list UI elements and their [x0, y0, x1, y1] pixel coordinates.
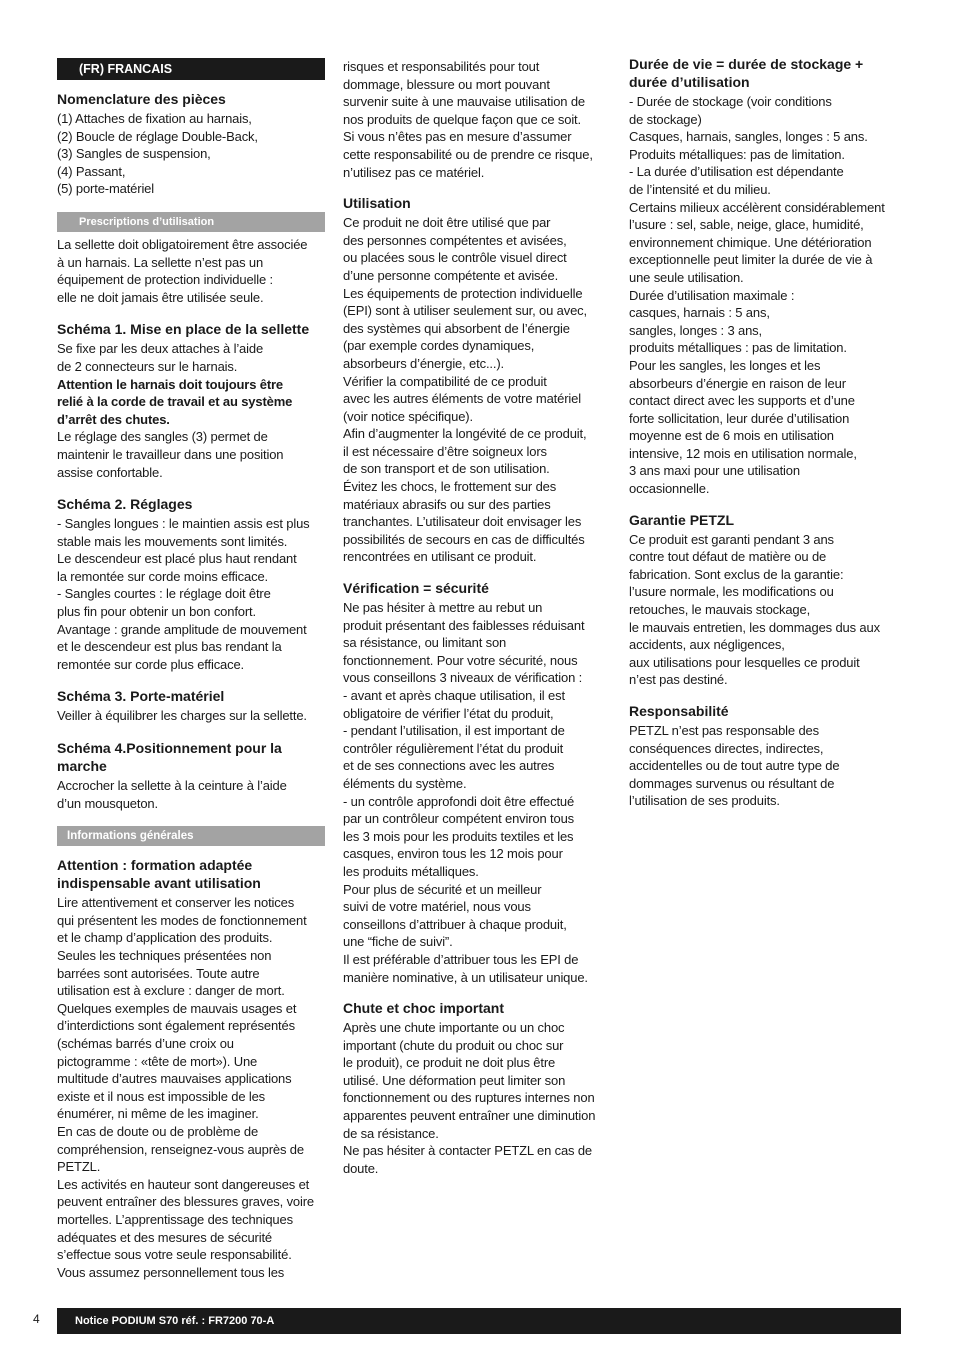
info-header: Informations générales [57, 826, 325, 846]
section-text: Accrocher la sellette à la ceinture à l’aide d’un mousqueton. [57, 778, 287, 811]
section-title: Schéma 4.Positionnement pour la marche [57, 740, 282, 775]
section-title: Chute et choc important [343, 1000, 505, 1017]
section-text: La sellette doit obligatoirement être associée à un harnais. La sellette n’est pas un équipement de protection individuelle : elle ne doit jamais être utilisée seule. [57, 236, 308, 305]
section-nomenclature [57, 90, 325, 198]
section-text: (1) Attaches de fixation au harnais, (2) Boucle de réglage Double-Back, (3) Sangles de suspension, (4) Passant, (5) porte-matériel [57, 111, 258, 197]
section-text: - Sangles longues : le maintien assis est plus stable mais les mouvements sont limités. Le descendeur est placé plus haut rendant la remontée sur corde moins efficace. - Sangles courtes : le réglage doit être plus fin pour obtenir un bon confort. Avantage : grande amplitude de mouvement et le descendeur est plus bas rendant la remontée sur corde plus efficace. [57, 516, 310, 672]
section-title: Schéma 3. Porte-matériel [57, 688, 225, 705]
section-schema-4 [57, 739, 325, 812]
section-text: Ce produit est garanti pendant 3 ans contre tout défaut de matière ou de fabrication. Sont exclus de la garantie: l’usure normale, les modifications ou retouches, le mauvais stockage, le mauvais entretien, les dommages dus aux accidents, aux négligences, aux utilisations pour lesquelles ce produit n’est pas destiné. [629, 531, 880, 688]
section-title: Garantie PETZL [629, 511, 735, 528]
section-text: PETZL n’est pas responsable des conséquences directes, indirectes, accidentelles ou de tout autre type de dommages survenus ou résultant de l’utilisation de ses produits. [629, 723, 840, 809]
section-text: Le réglage des sangles (3) permet de maintenir le travailleur dans une position assise confortable. [57, 429, 284, 480]
section-schema-2 [57, 495, 325, 673]
section-title: Nomenclature des pièces [57, 91, 226, 107]
section-text: Veiller à équilibrer les charges sur la sellette. [57, 708, 307, 724]
section-title: Schéma 2. Réglages [57, 496, 193, 513]
section-continued [343, 58, 611, 181]
section-title: Vérification = sécurité [343, 580, 489, 597]
page-number: 4 [33, 1312, 40, 1326]
column-2 [343, 58, 611, 1190]
section-text: risques et responsabilités pour tout dommage, blessure ou mort pouvant survenir suite à une mauvaise utilisation de nos produits de quelque façon que ce soit. Si vous n’êtes pas en mesure d’assumer cette responsabilité ou de prendre ce risque, n’utilisez pas ce matériel. [343, 59, 593, 180]
section-title: Durée de vie = durée de stockage + durée d’utilisation [629, 56, 864, 90]
warning-text: Attention le harnais doit toujours être relié à la corde de travail et au système d’arrêt des chutes. [57, 376, 293, 427]
section-title: Schéma 1. Mise en place de la sellette [57, 321, 310, 338]
section-schema-1 [57, 320, 325, 481]
section-verification [343, 579, 611, 986]
section-schema-3 [57, 687, 325, 725]
section-duree [629, 55, 901, 498]
section-text: Se fixe par les deux attaches à l’aide de 2 connecteurs sur le harnais. [57, 341, 264, 374]
column-3 [629, 55, 901, 823]
prescriptions-header: Prescriptions d’utilisation [57, 212, 325, 232]
section-text: Ce produit ne doit être utilisé que par des personnes compétentes et avisées, ou placées sous le contrôle visuel direct d’une personne compétente et avisée. Les équipements de protection individuelle (EPI) sont à utiliser seulement sur, ou avec, des systèmes qui absorbent de l’énergie (par exemple cordes dynamiques, absorbeurs d’énergie, etc...). Vérifier la compatibilité de ce produit avec les autres éléments de votre matériel (voir notice spécifique). Afin d’augmenter la longévité de ce produit, il est nécessaire d’être soigneux lors de son transport et de son utilisation. Évitez les chocs, le frottement sur des matériaux abrasifs ou sur des parties tranchantes. L’utilisateur doit envisager les possibilités de secours en cas de difficultés rencontrées en utilisant ce produit. [343, 215, 587, 565]
section-text: Après une chute importante ou un choc important (chute du produit ou choc sur le produit), ce produit ne doit plus être utilisé. Une déformation peut limiter son fonctionnement ou des ruptures internes non apparentes peuvent entraîner une diminution de sa résistance. Ne pas hésiter à contacter PETZL en cas de doute. [343, 1020, 596, 1176]
section-attention [57, 856, 325, 1281]
language-header: (FR) FRANCAIS [57, 58, 325, 80]
section-prescriptions [57, 236, 325, 306]
section-garantie [629, 511, 901, 689]
section-title: Utilisation [343, 195, 411, 212]
section-text: Ne pas hésiter à mettre au rebut un produit présentant des faiblesses réduisant sa résistance, ou limitant son fonctionnement. Pour votre sécurité, nous vous conseillons 3 niveaux de vérification : - avant et après chaque utilisation, il est obligatoire de vérifier l’état du produit, - pendant l’utilisation, il est important de contrôler régulièrement l’état du produit et de ses connections avec les autres éléments du système. - un contrôle approfondi doit être effectué par un contrôleur compétent environ tous les 3 mois pour les produits textiles et les casques, environ tous les 12 mois pour les produits métalliques. Pour plus de sécurité et un meilleur suivi de votre matériel, nous vous conseillons d’attribuer à chaque produit, une “fiche de suivi”. Il est préférable d’attribuer tous les EPI de manière nominative, à un utilisateur unique. [343, 600, 588, 985]
section-text: - Durée de stockage (voir conditions de stockage) Casques, harnais, sangles, longes : 5 ans. Produits métalliques: pas de limitation. - La durée d’utilisation est dépendante de l’intensité et du milieu. Certains milieux accélèrent considérablement l’usure : sel, sable, neige, glace, humidité, environnement chimique. Une détérioration exceptionnelle peut limiter la durée de vie à une seule utilisation. Durée d’utilisation maximale : casques, harnais : 5 ans, sangles, longes : 3 ans, produits métalliques : pas de limitation. Pour les sangles, les longes et les absorbeurs d’énergie en raison de leur contact direct avec les supports et d’une forte sollicitation, leur durée d’utilisation moyenne est de 6 mois en utilisation intensive, 12 mois en utilisation normale, 3 ans maxi pour une utilisation occasionnelle. [629, 94, 885, 497]
section-chute [343, 999, 611, 1177]
section-title: Responsabilité [629, 703, 729, 719]
column-1 [57, 58, 325, 1295]
section-responsabilite [629, 702, 901, 810]
section-utilisation [343, 194, 611, 566]
section-title: Attention : formation adaptée indispensable avant utilisation [57, 857, 261, 892]
footer-notice: Notice PODIUM S70 réf. : FR7200 70-A [57, 1308, 901, 1334]
section-text: Lire attentivement et conserver les notices qui présentent les modes de fonctionnement et le champ d’application des produits. Seules les techniques présentées non barrées sont autorisées. Toute autre utilisation est à exclure : danger de mort. Quelques exemples de mauvais usages et d’interdictions sont également représentés (schémas barrés d’une croix ou pictogramme : «tête de mort»). Une multitude d’autres mauvaises applications existe et il nous est impossible de les énumérer, ni même de les imaginer. En cas de doute ou de problème de compréhension, renseignez-vous auprès de PETZL. Les activités en hauteur sont dangereuses et peuvent entraîner des blessures graves, voire mortelles. L’apprentissage des techniques adéquates et des mesures de sécurité s’effectue sous votre seule responsabilité. Vous assumez personnellement tous les [57, 895, 315, 1280]
